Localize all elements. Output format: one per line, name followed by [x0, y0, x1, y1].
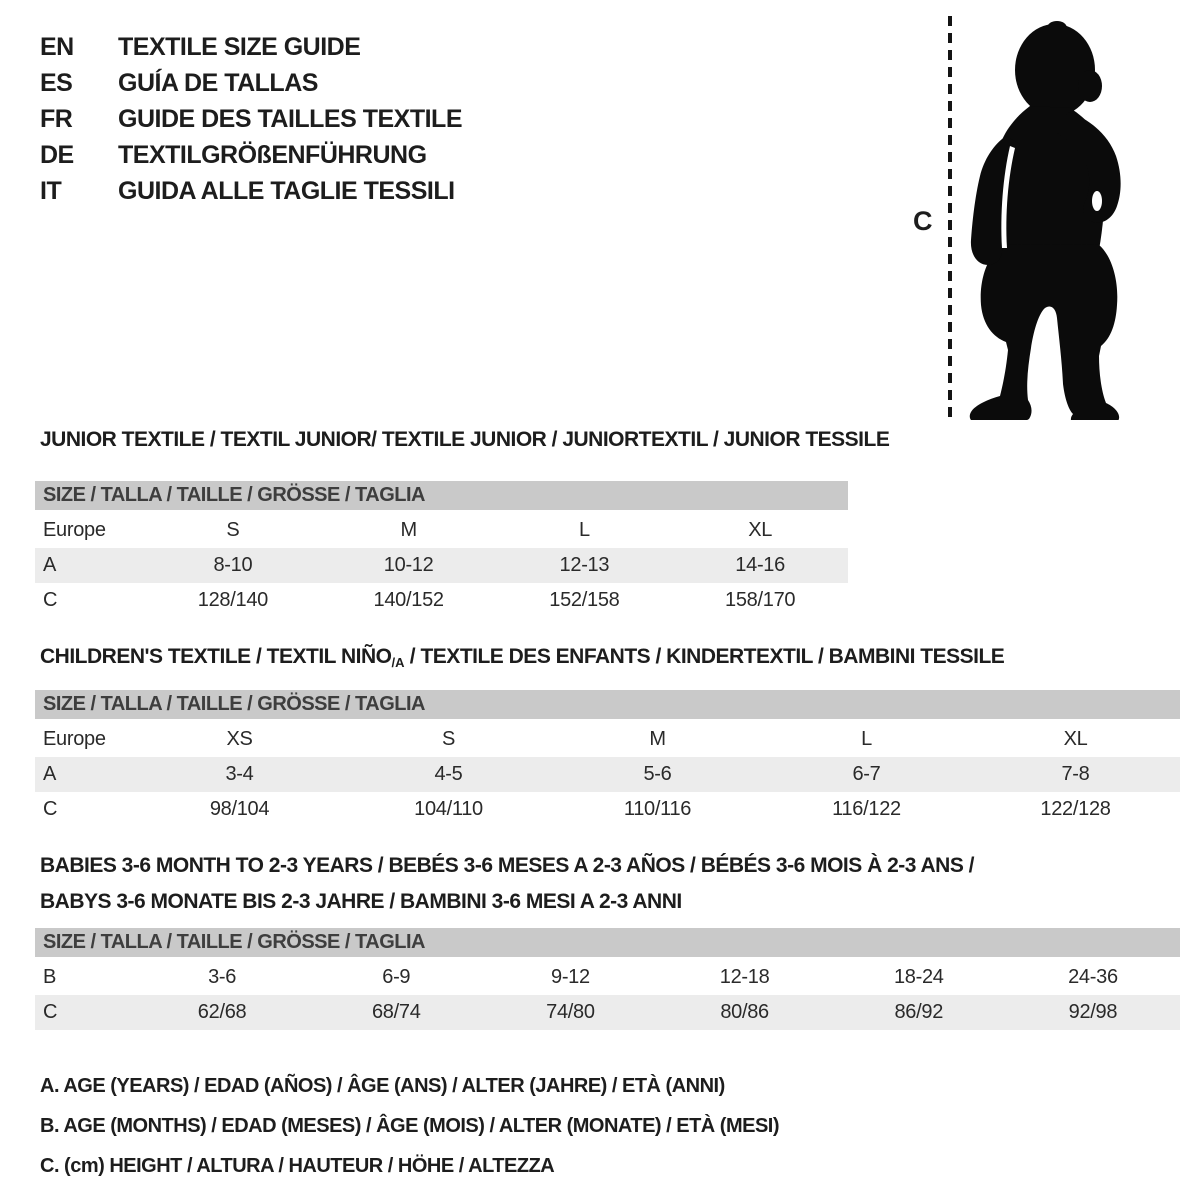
size-cell: XL — [748, 519, 773, 541]
language-title-block — [40, 29, 462, 209]
size-table-header: SIZE / TALLA / TAILLE / GRÖSSE / TAGLIA — [35, 690, 1180, 719]
row-label: A — [43, 554, 57, 576]
language-code: EN — [40, 32, 74, 61]
size-cell: 116/122 — [832, 798, 901, 820]
size-cell: 9-12 — [551, 966, 590, 988]
row-label: Europe — [43, 728, 106, 750]
language-guide-title: GUIDA ALLE TAGLIE TESSILI — [118, 176, 455, 205]
size-row-a — [35, 757, 1180, 792]
section-title-junior — [40, 422, 889, 458]
language-row-fr — [40, 101, 462, 137]
size-cell: 4-5 — [434, 763, 463, 785]
size-cell: S — [226, 519, 240, 541]
size-cell: 110/116 — [623, 798, 692, 820]
row-label: C — [43, 1001, 58, 1023]
size-cell: 122/128 — [1040, 798, 1111, 820]
size-cell: 80/86 — [720, 1001, 769, 1023]
size-cell: M — [400, 519, 417, 541]
size-cell: 68/74 — [371, 1001, 421, 1023]
section-title-text: BABIES 3-6 MONTH TO 2-3 YEARS / BEBÉS 3-6 MESES A 2-3 AÑOS / BÉBÉS 3-6 MOIS À 2-3 ANS / — [40, 854, 975, 877]
size-table-children — [35, 690, 1180, 827]
language-code: FR — [40, 104, 73, 133]
language-code: IT — [40, 176, 62, 205]
section-title-text: CHILDREN'S TEXTILE / TEXTIL NIÑO — [40, 645, 392, 668]
language-code: DE — [40, 140, 74, 169]
row-label: C — [43, 798, 58, 820]
section-title-subscript: /A — [391, 655, 405, 670]
size-cell: 6-7 — [852, 763, 881, 785]
size-cell: 74/80 — [546, 1001, 595, 1023]
size-cell: S — [441, 728, 456, 750]
size-cell: 152/158 — [549, 589, 620, 611]
size-cell: L — [578, 519, 590, 541]
size-cell: M — [649, 728, 666, 750]
size-cell: 5-6 — [643, 763, 672, 785]
size-table-header: SIZE / TALLA / TAILLE / GRÖSSE / TAGLIA — [35, 481, 848, 510]
size-cell: 98/104 — [209, 798, 270, 820]
size-cell: 8-10 — [213, 554, 253, 576]
size-cell: 128/140 — [197, 589, 268, 611]
language-row-en — [40, 29, 462, 65]
language-guide-title: TEXTILGRÖßENFÜHRUNG — [118, 140, 427, 169]
row-label: A — [43, 763, 57, 785]
language-row-es — [40, 65, 462, 101]
section-title-babies-line2 — [40, 884, 682, 920]
size-row-c — [35, 995, 1180, 1030]
size-cell: 10-12 — [383, 554, 434, 576]
legend-line-c: C. (cm) HEIGHT / ALTURA / HAUTEUR / HÖHE / ALTEZZA — [40, 1154, 555, 1177]
row-label: B — [43, 966, 57, 988]
size-row-europe — [35, 722, 1180, 757]
size-row-b — [35, 960, 1180, 995]
size-legend — [40, 1066, 779, 1186]
language-guide-title: GUÍA DE TALLAS — [118, 68, 318, 97]
height-figure — [905, 10, 1175, 430]
language-code: ES — [40, 68, 73, 97]
size-cell: 140/152 — [373, 589, 444, 611]
language-guide-title: GUIDE DES TAILLES TEXTILE — [118, 104, 463, 133]
size-cell: 86/92 — [894, 1001, 944, 1023]
language-row-de — [40, 137, 462, 173]
size-row-europe — [35, 513, 848, 548]
height-measure-dashed-line — [948, 16, 952, 418]
size-row-c — [35, 792, 1180, 827]
toddler-silhouette-icon — [960, 18, 1140, 420]
section-title-text: BABYS 3-6 MONATE BIS 2-3 JAHRE / BAMBINI 3-6 MESI A 2-3 ANNI — [40, 890, 682, 913]
size-cell: XS — [226, 728, 253, 750]
height-label-c: C — [913, 206, 933, 236]
size-cell: 14-16 — [735, 554, 785, 576]
size-table-babies — [35, 928, 1180, 1030]
size-cell: 6-9 — [382, 966, 411, 988]
size-cell: 3-4 — [225, 763, 254, 785]
size-cell: 62/68 — [197, 1001, 247, 1023]
section-title-children — [40, 639, 1004, 675]
size-cell: 12-18 — [719, 966, 770, 988]
size-cell: 92/98 — [1068, 1001, 1118, 1023]
legend-line-b: B. AGE (MONTHS) / EDAD (MESES) / ÂGE (MOIS) / ALTER (MONATE) / ETÀ (MESI) — [40, 1114, 780, 1137]
row-label: Europe — [43, 519, 106, 541]
size-table-header: SIZE / TALLA / TAILLE / GRÖSSE / TAGLIA — [35, 928, 1180, 957]
size-row-c — [35, 583, 848, 618]
language-row-it — [40, 173, 462, 209]
size-cell: 18-24 — [893, 966, 944, 988]
section-title-text: JUNIOR TEXTILE / TEXTIL JUNIOR/ TEXTILE JUNIOR / JUNIORTEXTIL / JUNIOR TESSILE — [40, 428, 890, 451]
size-table-junior — [35, 481, 848, 618]
size-cell: 158/170 — [725, 589, 796, 611]
size-cell: XL — [1063, 728, 1088, 750]
size-cell: 24-36 — [1068, 966, 1118, 988]
row-label: C — [43, 589, 58, 611]
size-row-a — [35, 548, 848, 583]
size-cell: 7-8 — [1061, 763, 1090, 785]
section-title-babies-line1 — [40, 848, 974, 884]
legend-line-a: A. AGE (YEARS) / EDAD (AÑOS) / ÂGE (ANS) / ALTER (JAHRE) / ETÀ (ANNI) — [40, 1074, 725, 1097]
size-cell: 12-13 — [559, 554, 610, 576]
section-title-text: / TEXTILE DES ENFANTS / KINDERTEXTIL / BAMBINI TESSILE — [404, 645, 1005, 668]
language-guide-title: TEXTILE SIZE GUIDE — [118, 32, 361, 61]
size-cell: L — [861, 728, 872, 750]
size-cell: 104/110 — [414, 798, 483, 820]
size-cell: 3-6 — [208, 966, 237, 988]
